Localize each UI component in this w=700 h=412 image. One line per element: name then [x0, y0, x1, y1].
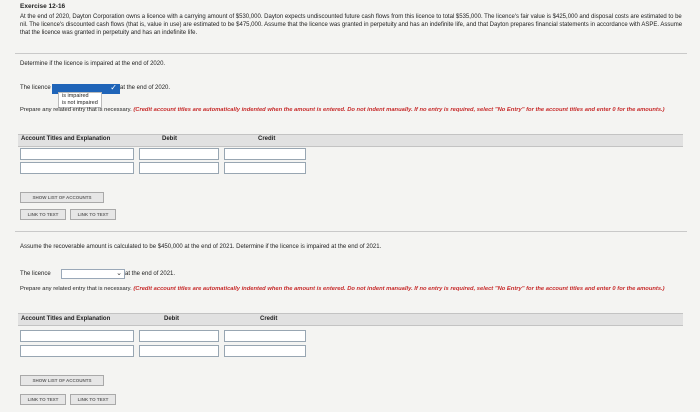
part2-account-input-2[interactable]: [20, 345, 134, 357]
part1-debit-input-2[interactable]: [139, 162, 219, 174]
part1-credit-input-1[interactable]: [224, 148, 306, 160]
part1-col-debit: Debit: [162, 136, 177, 142]
part1-show-list-button[interactable]: SHOW LIST OF ACCOUNTS: [20, 192, 104, 203]
part2-instruction: Assume the recoverable amount is calculated to be $450,000 at the end of 2021. Determine if the licence is impaired at the end of 2021.: [20, 244, 382, 250]
part1-sentence-prefix: The licence: [20, 85, 51, 91]
part1-sentence-suffix: at the end of 2020.: [120, 85, 171, 91]
part1-debit-input-1[interactable]: [139, 148, 219, 160]
part2-col-credit: Credit: [260, 316, 278, 322]
divider: [15, 231, 687, 232]
part2-debit-input-2[interactable]: [139, 345, 219, 357]
part2-col-debit: Debit: [164, 316, 179, 322]
part2-credit-input-1[interactable]: [224, 330, 306, 342]
part1-instruction: Determine if the licence is impaired at the end of 2020.: [20, 61, 166, 67]
part2-impairment-dropdown[interactable]: [61, 269, 125, 279]
part2-sentence-prefix: The licence: [20, 271, 51, 277]
part1-account-input-1[interactable]: [20, 148, 134, 160]
divider: [15, 53, 687, 54]
part1-credit-input-2[interactable]: [224, 162, 306, 174]
part2-journal-header: [18, 313, 683, 326]
dropdown-option-not-impaired[interactable]: is not impaired: [62, 100, 98, 106]
chevron-down-icon: ⌄: [116, 270, 122, 277]
part2-account-input-1[interactable]: [20, 330, 134, 342]
part1-link-to-text-button-1[interactable]: LINK TO TEXT: [20, 209, 66, 220]
check-icon: ✓: [110, 83, 117, 92]
part1-account-input-2[interactable]: [20, 162, 134, 174]
part1-col-account: Account Titles and Explanation: [21, 136, 111, 142]
part2-show-list-button[interactable]: SHOW LIST OF ACCOUNTS: [20, 375, 104, 386]
part1-journal-header: [18, 134, 683, 147]
part2-col-account: Account Titles and Explanation: [21, 316, 111, 322]
part1-col-credit: Credit: [258, 136, 276, 142]
part2-credit-input-2[interactable]: [224, 345, 306, 357]
part2-link-to-text-button-2[interactable]: LINK TO TEXT: [70, 394, 116, 405]
part1-entry-note: Prepare any related entry that is necessary. (Credit account titles are automatically indented when the amount is entered. Do not indent manually. If no entry is required, select "No Entry" for the account titles and enter 0 for the amounts.): [20, 107, 665, 113]
dropdown-option-impaired[interactable]: is impaired: [62, 93, 89, 99]
part1-link-to-text-button-2[interactable]: LINK TO TEXT: [70, 209, 116, 220]
part2-debit-input-1[interactable]: [139, 330, 219, 342]
exercise-intro: At the end of 2020, Dayton Corporation owns a licence with a carrying amount of $530,000. Dayton expects undiscounted future cash flows from this licence to total $535,000. The licence's fair value is $425,000 and disposal costs are estimated to be nil. The licence's discounted cash flows (that is, value in use) are estimated to be $475,000. Assume that the licence was granted in perpetuity and has an indefinite life, and that Dayton prepares financial statements in accordance with ASPE. Assume that the licence was granted in perpetuity and has an indefinite life.: [20, 14, 683, 36]
part2-sentence-suffix: at the end of 2021.: [125, 271, 176, 277]
exercise-title: Exercise 12-16: [20, 3, 66, 10]
part2-entry-note: Prepare any related entry that is necessary. (Credit account titles are automatically indented when the amount is entered. Do not indent manually. If no entry is required, select "No Entry" for the account titles and enter 0 for the amounts.): [20, 286, 665, 292]
part2-link-to-text-button-1[interactable]: LINK TO TEXT: [20, 394, 66, 405]
